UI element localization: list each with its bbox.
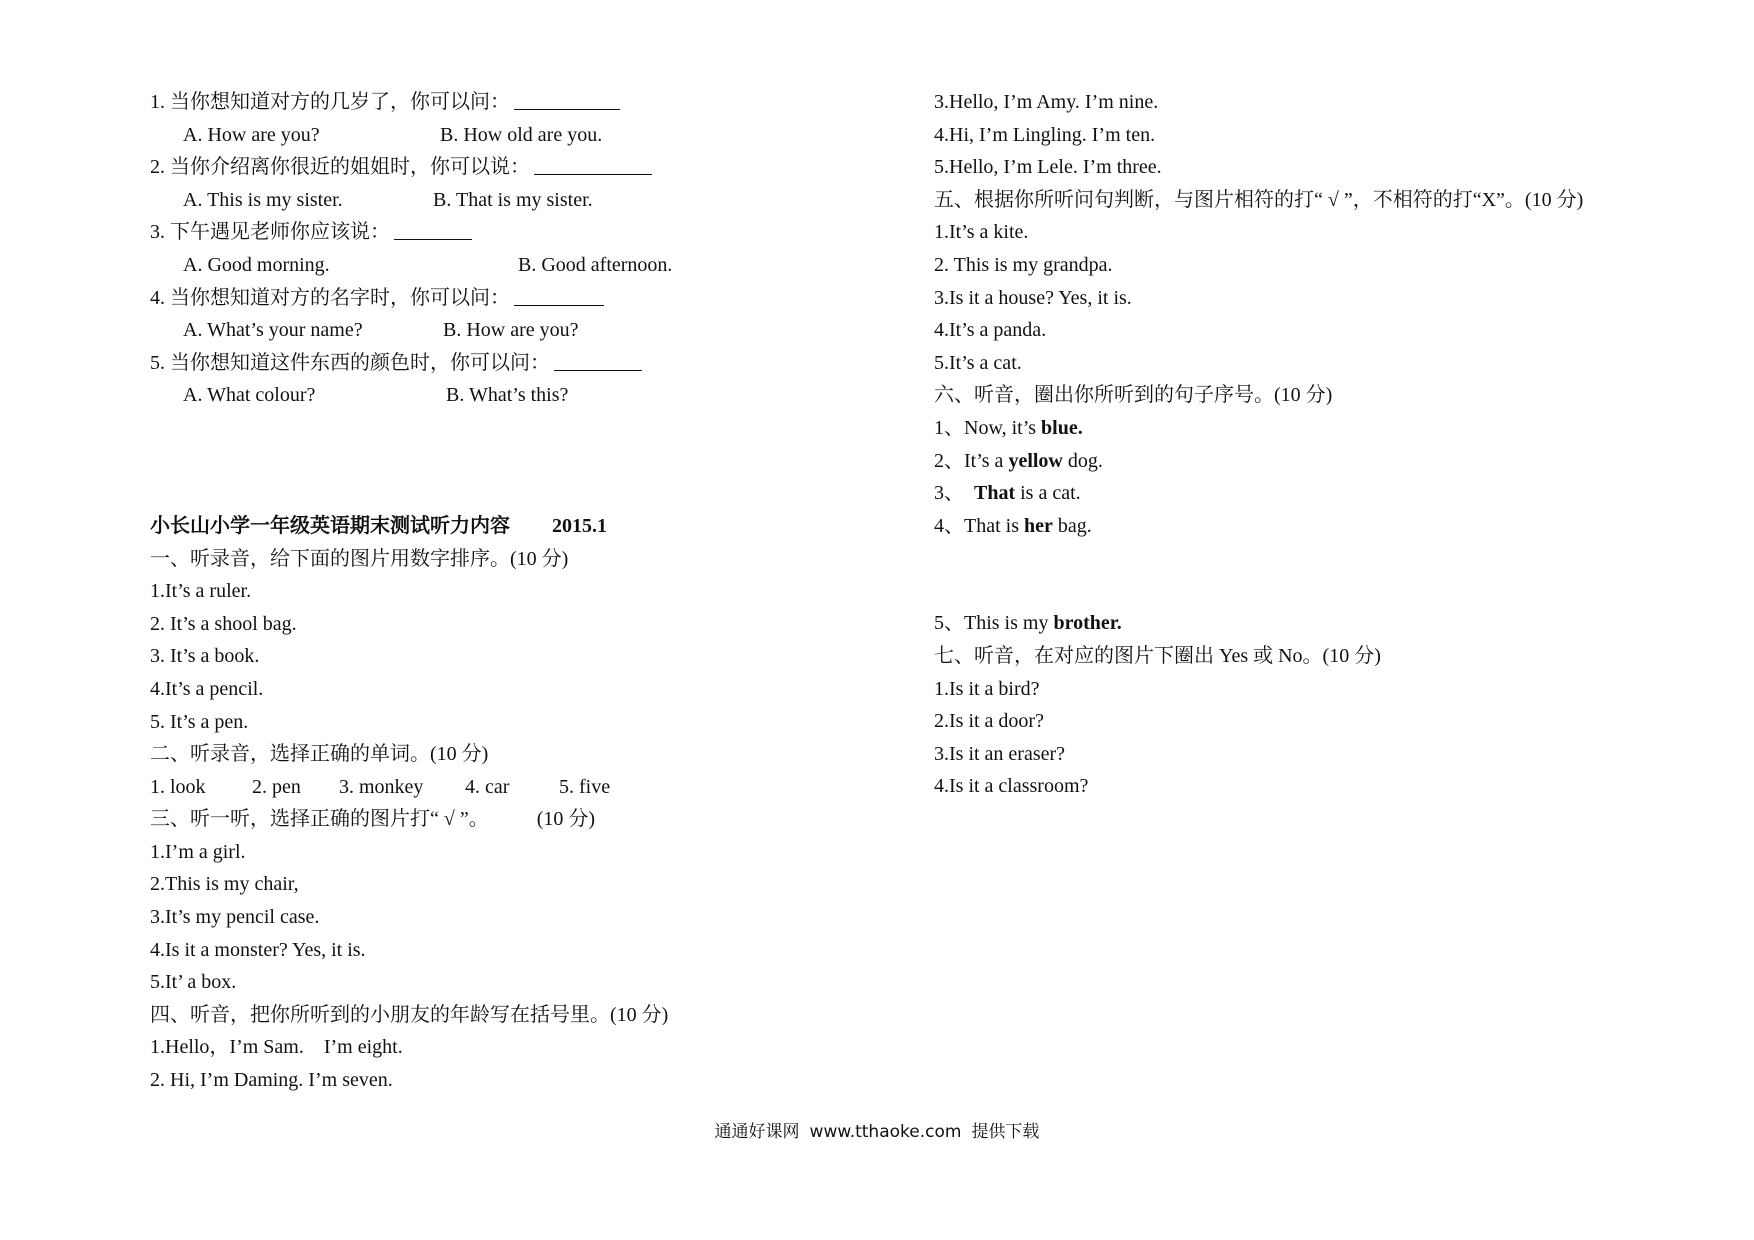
list-item: 5.It’s a cat. bbox=[934, 351, 1022, 374]
option-a: A. How are you? bbox=[183, 123, 320, 146]
emphasis-word: her bbox=[1024, 514, 1053, 537]
option-a: A. This is my sister. bbox=[183, 188, 343, 211]
footer-site-name: 通通好课网 bbox=[714, 1122, 800, 1142]
list-item: 1、Now, it’s blue. bbox=[934, 416, 1083, 439]
list-item: 3. It’s a book. bbox=[150, 645, 260, 668]
answer-blank bbox=[534, 154, 652, 175]
option-a: A. Good morning. bbox=[183, 253, 330, 276]
emphasis-word: yellow bbox=[1008, 449, 1063, 472]
section-6-heading: 六、听音，圈出你所听到的句子序号。(10 分) bbox=[934, 384, 1333, 407]
list-item: 4.It’s a panda. bbox=[934, 319, 1047, 342]
answer-blank bbox=[394, 219, 472, 240]
question-1-options bbox=[150, 119, 910, 152]
list-item: 2.This is my chair, bbox=[150, 873, 299, 896]
answer-blank bbox=[514, 285, 604, 306]
list-item: 5、This is my brother. bbox=[934, 612, 1122, 635]
footer-suffix: 提供下载 bbox=[971, 1122, 1040, 1142]
list-item: 2. This is my grandpa. bbox=[934, 253, 1113, 276]
section-5-heading: 五、根据你所听问句判断，与图片相符的打“ √ ”，不相符的打“X”。(10 分) bbox=[934, 188, 1584, 211]
list-item: 4.It’s a pencil. bbox=[150, 677, 264, 700]
emphasis-word: That bbox=[974, 482, 1016, 505]
list-item: 3.Is it an eraser? bbox=[934, 742, 1066, 765]
list-item: 1.It’s a ruler. bbox=[150, 580, 252, 603]
list-item: 2.Is it a door? bbox=[934, 710, 1044, 733]
left-column bbox=[150, 86, 910, 1097]
question-2-options bbox=[150, 184, 910, 217]
question-4: 4. 当你想知道对方的名字时，你可以问： bbox=[150, 282, 910, 315]
word-item: 3. monkey bbox=[339, 775, 424, 798]
footer-url[interactable]: www.tthaoke.com bbox=[809, 1122, 962, 1142]
question-3-options bbox=[150, 249, 910, 282]
list-item: 5.Hello, I’m Lele. I’m three. bbox=[934, 156, 1162, 179]
answer-blank bbox=[554, 350, 642, 371]
option-a: A. What colour? bbox=[183, 384, 316, 407]
question-4-options bbox=[150, 314, 910, 347]
right-column bbox=[934, 86, 1734, 803]
word-item: 2. pen bbox=[252, 775, 301, 798]
option-b: B. How old are you. bbox=[440, 123, 603, 146]
section-4-heading: 四、听音，把你所听到的小朋友的年龄写在括号里。(10 分) bbox=[150, 1003, 669, 1026]
section-7-heading: 七、听音，在对应的图片下圈出 Yes 或 No。(10 分) bbox=[934, 644, 1381, 667]
list-item: 3、 That is a cat. bbox=[934, 482, 1081, 505]
question-5-options bbox=[150, 379, 910, 412]
option-b: B. Good afternoon. bbox=[518, 253, 673, 276]
list-item: 1.Hello，I’m Sam. I’m eight. bbox=[150, 1036, 403, 1059]
exam-date: 2015.1 bbox=[552, 514, 607, 537]
list-item: 2. It’s a shool bag. bbox=[150, 612, 297, 635]
list-item: 1.Is it a bird? bbox=[934, 677, 1040, 700]
emphasis-word: brother. bbox=[1053, 612, 1122, 635]
word-item: 4. car bbox=[465, 775, 510, 798]
list-item: 3.Hello, I’m Amy. I’m nine. bbox=[934, 91, 1159, 113]
section-3-score: (10 分) bbox=[536, 808, 596, 831]
question-5: 5. 当你想知道这件东西的颜色时，你可以问： bbox=[150, 347, 910, 380]
section-1-heading: 一、听录音，给下面的图片用数字排序。(10 分) bbox=[150, 547, 569, 570]
word-item: 1. look bbox=[150, 775, 206, 798]
option-b: B. That is my sister. bbox=[433, 188, 593, 211]
listening-title: 小长山小学一年级英语期末测试听力内容 2015.1 bbox=[150, 514, 607, 537]
list-item: 2、It’s a yellow dog. bbox=[934, 449, 1103, 472]
section-2-heading: 二、听录音，选择正确的单词。(10 分) bbox=[150, 743, 489, 766]
list-item: 4.Is it a monster? Yes, it is. bbox=[150, 938, 366, 961]
word-item: 5. five bbox=[559, 775, 611, 798]
emphasis-word: blue. bbox=[1041, 416, 1083, 439]
option-a: A. What’s your name? bbox=[183, 319, 363, 342]
list-item: 4.Is it a classroom? bbox=[934, 775, 1089, 798]
list-item: 3.It’s my pencil case. bbox=[150, 906, 320, 929]
answer-blank bbox=[514, 89, 620, 110]
list-item: 5. It’s a pen. bbox=[150, 710, 249, 733]
list-item: 5.It’ a box. bbox=[150, 971, 237, 994]
question-1: 1. 当你想知道对方的几岁了，你可以问： bbox=[150, 86, 910, 119]
word-list bbox=[150, 771, 910, 804]
list-item: 4.Hi, I’m Lingling. I’m ten. bbox=[934, 123, 1156, 146]
section-3-heading: 三、听一听，选择正确的图片打“ √ ”。 (10 分) bbox=[150, 808, 596, 831]
list-item: 2. Hi, I’m Daming. I’m seven. bbox=[150, 1069, 393, 1092]
option-b: B. How are you? bbox=[443, 319, 579, 342]
question-2: 2. 当你介绍离你很近的姐姐时，你可以说： bbox=[150, 151, 910, 184]
list-item: 1.It’s a kite. bbox=[934, 221, 1029, 244]
list-item: 3.Is it a house? Yes, it is. bbox=[934, 286, 1132, 309]
footer bbox=[0, 1117, 1754, 1142]
list-item: 1.I’m a girl. bbox=[150, 840, 246, 863]
question-3: 3. 下午遇见老师你应该说： bbox=[150, 216, 910, 249]
option-b: B. What’s this? bbox=[446, 384, 569, 407]
list-item: 4、That is her bag. bbox=[934, 514, 1092, 537]
